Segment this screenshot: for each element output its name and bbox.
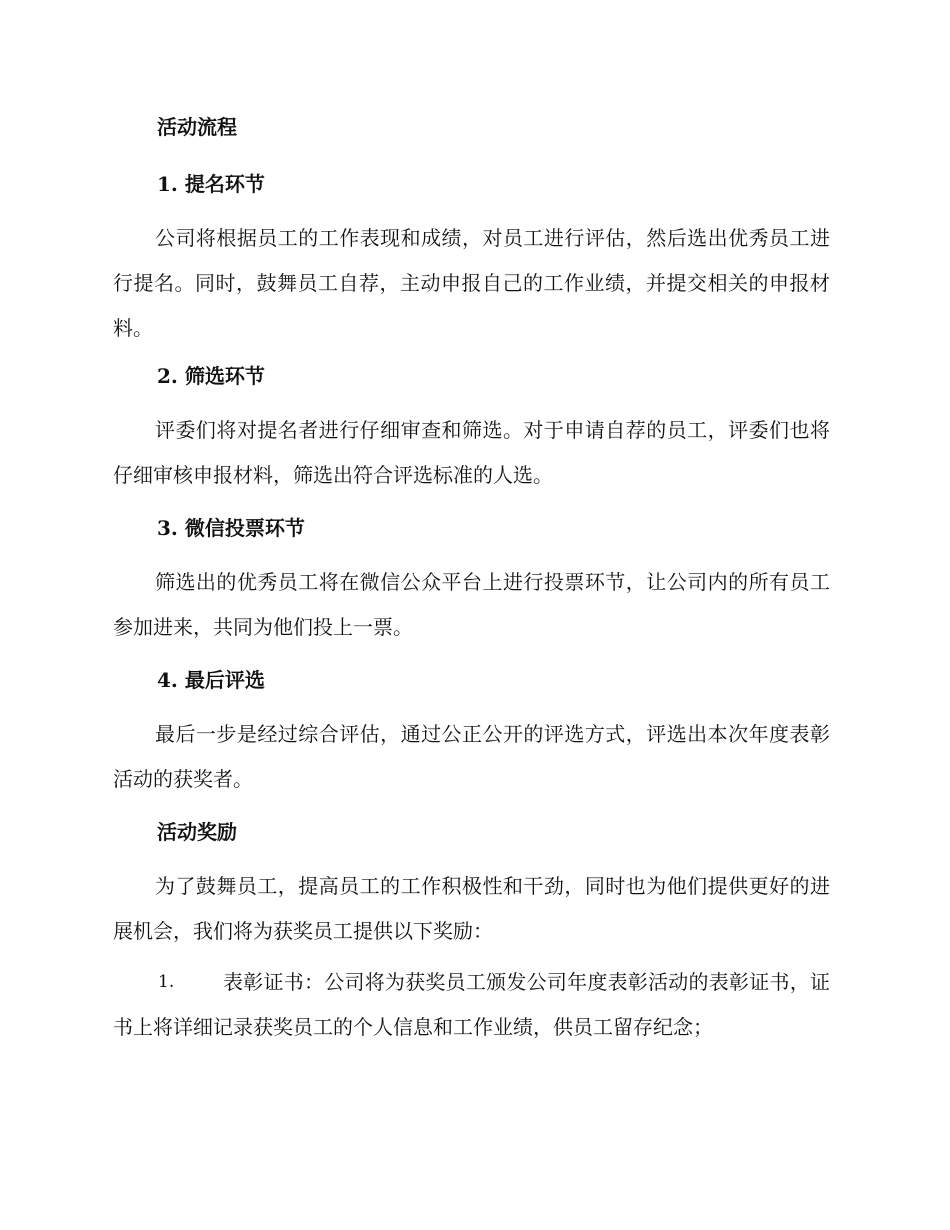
step-2-title: 2. 筛选环节 <box>157 364 265 388</box>
step-2-paragraph: 评委们将对提名者进行仔细审查和筛选。对于申请自荐的员工，评委们也将仔细审核申报材料，筛选出符合评选标准的人选。 <box>113 418 830 487</box>
step-3-paragraph: 筛选出的优秀员工将在微信公众平台上进行投票环节，让公司内的所有员工参加进来，共同为他们投上一票。 <box>113 570 830 639</box>
step-1-title: 1. 提名环节 <box>157 172 265 196</box>
reward-list-number: 1. <box>158 972 175 992</box>
reward-intro-paragraph: 为了鼓舞员工，提高员工的工作积极性和干劲，同时也为他们提供更好的进展机会，我们将为获奖员工提供以下奖励： <box>113 874 830 943</box>
step-1-paragraph: 公司将根据员工的工作表现和成绩，对员工进行评估，然后选出优秀员工进行提名。同时，鼓舞员工自荐，主动申报自己的工作业绩，并提交相关的申报材料。 <box>113 226 830 340</box>
reward-list-text: 表彰证书：公司将为获奖员工颁发公司年度表彰活动的表彰证书，证书上将详细记录获奖员工的个人信息和工作业绩，供员工留存纪念； <box>113 970 830 1039</box>
section-title-reward: 活动奖励 <box>157 820 237 844</box>
section-title-process: 活动流程 <box>157 115 237 139</box>
reward-list-item <box>113 960 830 1050</box>
step-3-title: 3. 微信投票环节 <box>157 516 305 540</box>
step-4-paragraph: 最后一步是经过综合评估，通过公正公开的评选方式，评选出本次年度表彰活动的获奖者。 <box>113 722 830 791</box>
step-4-title: 4. 最后评选 <box>157 668 265 692</box>
